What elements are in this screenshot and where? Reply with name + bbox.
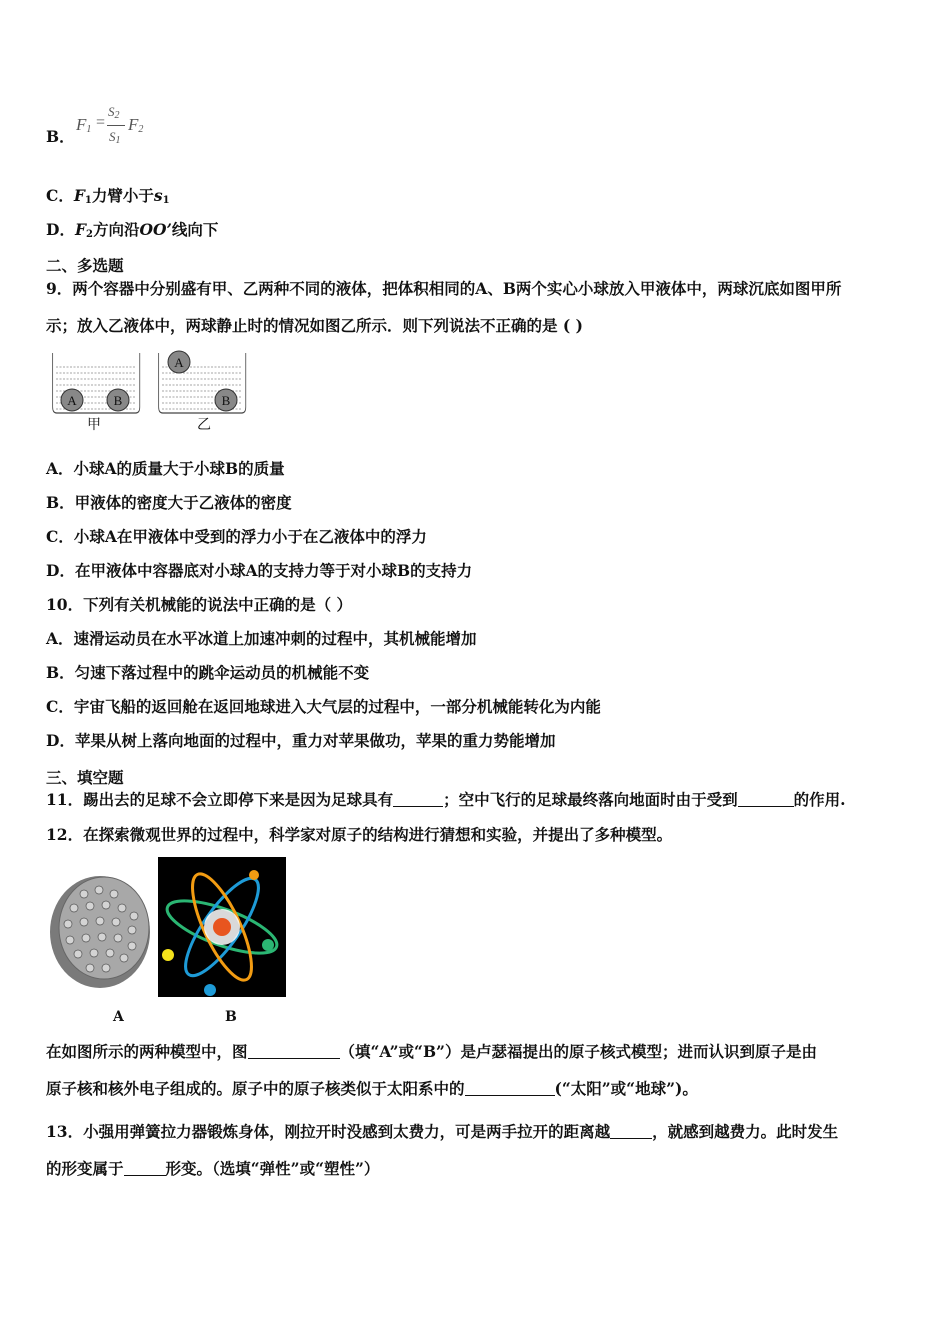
ball-a-jia: A: [67, 393, 77, 408]
question-9-stem-line2: 示；放入乙液体中，两球静止时的情况如图乙所示．则下列说法不正确的是 ( ): [46, 316, 583, 335]
section-heading-fill-blank: 三、填空题: [46, 768, 124, 787]
label-yi: 乙: [197, 418, 211, 433]
question-13-line1: 13．小强用弹簧拉力器锻炼身体，刚拉开时没感到太费力，可是两手拉开的距离越 ，就感到越费力。此时发生: [46, 1122, 839, 1141]
question-12-line2: 原子核和核外电子组成的。原子中的原子核类似于太阳系中的 (“太阳”或“地球”)。: [46, 1079, 698, 1098]
question-10-stem: 10．下列有关机械能的说法中正确的是（ ）: [46, 595, 352, 614]
question-13-line2: 的形变属于 形变。（选填“弹性”或“塑性”）: [46, 1159, 380, 1178]
option-c: C．$F_1$力臂小于$s_1$: [46, 186, 170, 206]
q10-option-b: B．匀速下落过程中的跳伞运动员的机械能不变: [46, 663, 370, 682]
formula-f1-equals-s2-over-s1-f2: $F_1$ = $S_2$ $S_1$ $F_2$: [76, 104, 144, 146]
ball-b-yi: B: [221, 393, 231, 408]
section-heading-multi-choice: 二、多选题: [46, 256, 124, 275]
q9-option-a: A．小球A的质量大于小球B的质量: [46, 459, 285, 478]
q9-option-c: C．小球A在甲液体中受到的浮力小于在乙液体中的浮力: [46, 527, 427, 546]
q12-blank-2[interactable]: [465, 1081, 555, 1096]
q11-blank-1[interactable]: [393, 792, 443, 807]
option-d: D．$F_2$方向沿OO’线向下: [46, 220, 219, 240]
beakers-figure: [50, 345, 250, 433]
question-11: 11．踢出去的足球不会立即停下来是因为足球具有 ；空中飞行的足球最终落向地面时由于受到 的作用.: [46, 790, 846, 809]
question-12-line1: 在如图所示的两种模型中，图 （填“A”或“B”）是卢瑟福提出的原子核式模型；进而认识到原子是由: [46, 1042, 817, 1061]
q12-blank-1[interactable]: [248, 1044, 340, 1059]
q13-blank-1[interactable]: [610, 1124, 652, 1139]
q10-option-a: A．速滑运动员在水平冰道上加速冲刺的过程中，其机械能增加: [46, 629, 477, 648]
label-jia: 甲: [87, 418, 101, 433]
ball-b-jia: B: [113, 393, 123, 408]
q13-blank-2[interactable]: [124, 1161, 166, 1176]
q10-option-c: C．宇宙飞船的返回舱在返回地球进入大气层的过程中，一部分机械能转化为内能: [46, 697, 601, 716]
option-b-label: B．: [46, 127, 75, 146]
figure-a-label: A: [113, 1009, 124, 1025]
q9-option-d: D．在甲液体中容器底对小球A的支持力等于对小球B的支持力: [46, 561, 473, 580]
question-9-stem-line1: 9．两个容器中分别盛有甲、乙两种不同的液体，把体积相同的A、B两个实心小球放入甲液体中，两球沉底如图甲所: [46, 279, 842, 298]
figure-b-label: B: [225, 1009, 237, 1025]
q9-option-b: B．甲液体的密度大于乙液体的密度: [46, 493, 292, 512]
plum-pudding-model-image: [44, 872, 152, 988]
rutherford-atom-model-image: [158, 857, 286, 997]
q11-blank-2[interactable]: [738, 792, 794, 807]
question-12-stem: 12．在探索微观世界的过程中，科学家对原子的结构进行猜想和实验，并提出了多种模型。: [46, 825, 673, 844]
ball-a-yi: A: [174, 355, 184, 370]
q10-option-d: D．苹果从树上落向地面的过程中，重力对苹果做功，苹果的重力势能增加: [46, 731, 556, 750]
